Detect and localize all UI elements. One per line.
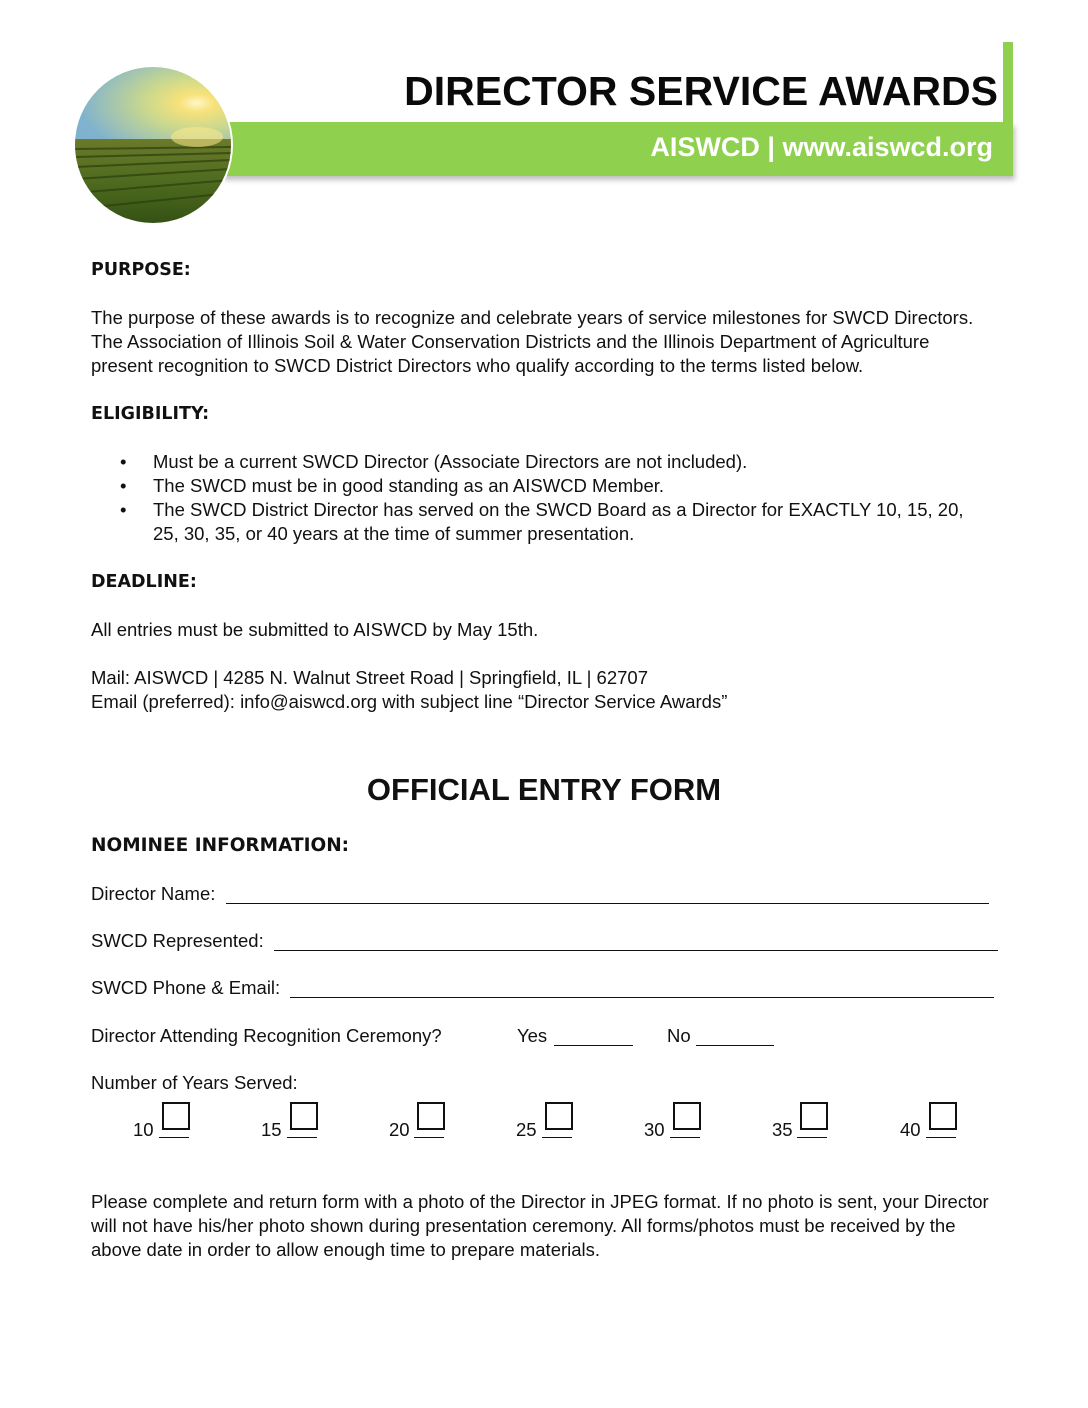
swcd-phone-email-label: SWCD Phone & Email:	[91, 977, 281, 998]
checkbox-underline	[159, 1137, 189, 1138]
deadline-text: All entries must be submitted to AISWCD by May 15th.	[91, 619, 539, 640]
years-40-checkbox[interactable]	[929, 1102, 957, 1130]
header-banner	[222, 122, 1013, 176]
no-label: No	[667, 1025, 691, 1046]
director-name-label: Director Name:	[91, 883, 216, 904]
mail-address: Mail: AISWCD | 4285 N. Walnut Street Road | Springfield, IL | 62707	[91, 667, 649, 688]
director-name-field[interactable]	[226, 903, 989, 904]
checkbox-underline	[670, 1137, 700, 1138]
nominee-heading: NOMINEE INFORMATION:	[91, 835, 350, 856]
email-instructions: Email (preferred): info@aiswcd.org with subject line “Director Service Awards”	[91, 691, 728, 712]
field-sunrise-icon	[75, 67, 231, 223]
list-item: • The SWCD District Director has served on the SWCD Board as a Director for EXACTLY 10, 15, 20, 25, 30, 35, or 40 years at the time of summer presentation.	[120, 499, 964, 544]
header-subtitle: AISWCD | www.aiswcd.org	[650, 132, 993, 162]
eligibility-list	[91, 450, 991, 546]
closing-instructions: Please complete and return form with a photo of the Director in JPEG format. If no photo is sent, your Director will not have his/her photo shown during presentation ceremony. All forms/photos must be received by the above date in order to allow enough time to prepare materials.	[91, 1191, 989, 1260]
years-option-label: 25	[516, 1119, 537, 1140]
attending-question-label: Director Attending Recognition Ceremony?	[91, 1025, 442, 1046]
swcd-represented-label: SWCD Represented:	[91, 930, 264, 951]
header-accent-vertical	[1003, 42, 1013, 132]
document-body	[91, 258, 991, 714]
page-title: DIRECTOR SERVICE AWARDS	[404, 68, 998, 114]
list-item: • Must be a current SWCD Director (Associate Directors are not included).	[120, 451, 748, 472]
years-15-checkbox[interactable]	[290, 1102, 318, 1130]
purpose-heading: PURPOSE:	[91, 260, 191, 280]
years-option-label: 30	[644, 1119, 665, 1140]
years-option-label: 40	[900, 1119, 921, 1140]
years-option-label: 10	[133, 1119, 154, 1140]
yes-label: Yes	[517, 1025, 548, 1046]
years-30-checkbox[interactable]	[673, 1102, 701, 1130]
years-10-checkbox[interactable]	[162, 1102, 190, 1130]
checkbox-underline	[414, 1137, 444, 1138]
form-title: OFFICIAL ENTRY FORM	[366, 772, 722, 807]
years-35-checkbox[interactable]	[800, 1102, 828, 1130]
years-option-label: 15	[261, 1119, 282, 1140]
swcd-phone-email-field[interactable]	[290, 997, 994, 998]
yes-field[interactable]	[554, 1045, 633, 1046]
years-20-checkbox[interactable]	[417, 1102, 445, 1130]
swcd-represented-field[interactable]	[274, 950, 998, 951]
checkbox-underline	[797, 1137, 827, 1138]
deadline-heading: DEADLINE:	[91, 572, 197, 592]
checkbox-underline	[926, 1137, 956, 1138]
years-option-label: 20	[389, 1119, 410, 1140]
checkbox-underline	[287, 1137, 317, 1138]
years-25-checkbox[interactable]	[545, 1102, 573, 1130]
no-field[interactable]	[696, 1045, 774, 1046]
eligibility-heading: ELIGIBILITY:	[91, 404, 210, 424]
list-item: • The SWCD must be in good standing as an AISWCD Member.	[120, 475, 665, 496]
purpose-text: The purpose of these awards is to recognize and celebrate years of service milestones for SWCD Directors. The Association of Illinois Soil & Water Conservation Districts and the Illinois Department of Agriculture present recognition to SWCD District Directors who qualify according to the terms listed below.	[91, 307, 974, 376]
years-served-label: Number of Years Served:	[91, 1072, 298, 1093]
years-option-label: 35	[772, 1119, 793, 1140]
checkbox-underline	[542, 1137, 572, 1138]
